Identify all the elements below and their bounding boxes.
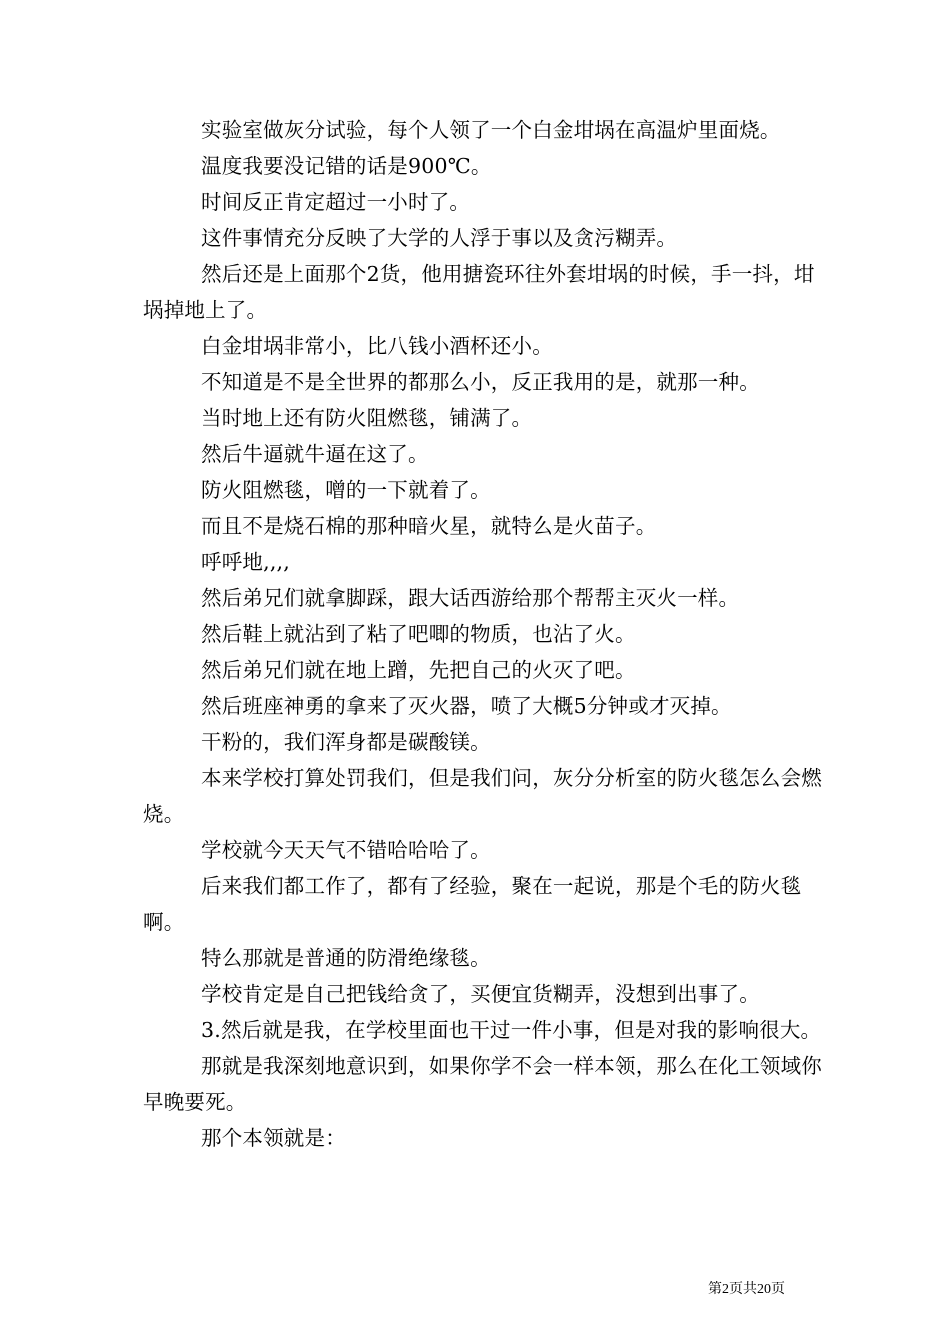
paragraph: 然后弟兄们就拿脚踩，跟大话西游给那个帮帮主灭火一样。	[201, 586, 740, 610]
paragraph: 当时地上还有防火阻燃毯，铺满了。	[201, 406, 533, 430]
paragraph: 呼呼地,,,,	[201, 550, 290, 574]
paragraph: 然后还是上面那个2货，他用搪瓷环往外套坩埚的时候，手一抖，坩埚掉地上了。	[143, 262, 815, 322]
paragraph: 然后牛逼就牛逼在这了。	[201, 442, 429, 466]
paragraph: 本来学校打算处罚我们，但是我们问，灰分分析室的防火毯怎么会燃烧。	[143, 766, 822, 826]
paragraph: 学校就今天天气不错哈哈哈了。	[201, 838, 491, 862]
paragraph: 时间反正肯定超过一小时了。	[201, 190, 471, 214]
paragraph: 这件事情充分反映了大学的人浮于事以及贪污糊弄。	[201, 226, 678, 250]
paragraph: 那个本领就是：	[201, 1126, 346, 1150]
paragraph: 实验室做灰分试验，每个人领了一个白金坩埚在高温炉里面烧。	[201, 118, 781, 142]
paragraph: 然后弟兄们就在地上蹭，先把自己的火灭了吧。	[201, 658, 636, 682]
paragraph: 干粉的，我们浑身都是碳酸镁。	[201, 730, 491, 754]
paragraph: 学校肯定是自己把钱给贪了，买便宜货糊弄，没想到出事了。	[201, 982, 760, 1006]
paragraph: 白金坩埚非常小，比八钱小酒杯还小。	[201, 334, 553, 358]
paragraph: 防火阻燃毯，噌的一下就着了。	[201, 478, 491, 502]
paragraph: 特么那就是普通的防滑绝缘毯。	[201, 946, 491, 970]
paragraph: 然后班座神勇的拿来了灭火器，喷了大概5分钟或才灭掉。	[201, 694, 732, 718]
page-number: 第2页共20页	[708, 1282, 785, 1297]
paragraph: 后来我们都工作了，都有了经验，聚在一起说，那是个毛的防火毯啊。	[143, 874, 802, 934]
paragraph: 温度我要没记错的话是900℃。	[201, 154, 492, 178]
paragraph: 那就是我深刻地意识到，如果你学不会一样本领，那么在化工领域你早晚要死。	[143, 1054, 822, 1114]
paragraph: 而且不是烧石棉的那种暗火星，就特么是火苗子。	[201, 514, 657, 538]
paragraph: 然后鞋上就沾到了粘了吧唧的物质，也沾了火。	[201, 622, 636, 646]
paragraph: 3.然后就是我，在学校里面也干过一件小事，但是对我的影响很大。	[201, 1018, 822, 1042]
body-text	[143, 112, 823, 1156]
paragraph: 不知道是不是全世界的都那么小，反正我用的是，就那一种。	[201, 370, 760, 394]
